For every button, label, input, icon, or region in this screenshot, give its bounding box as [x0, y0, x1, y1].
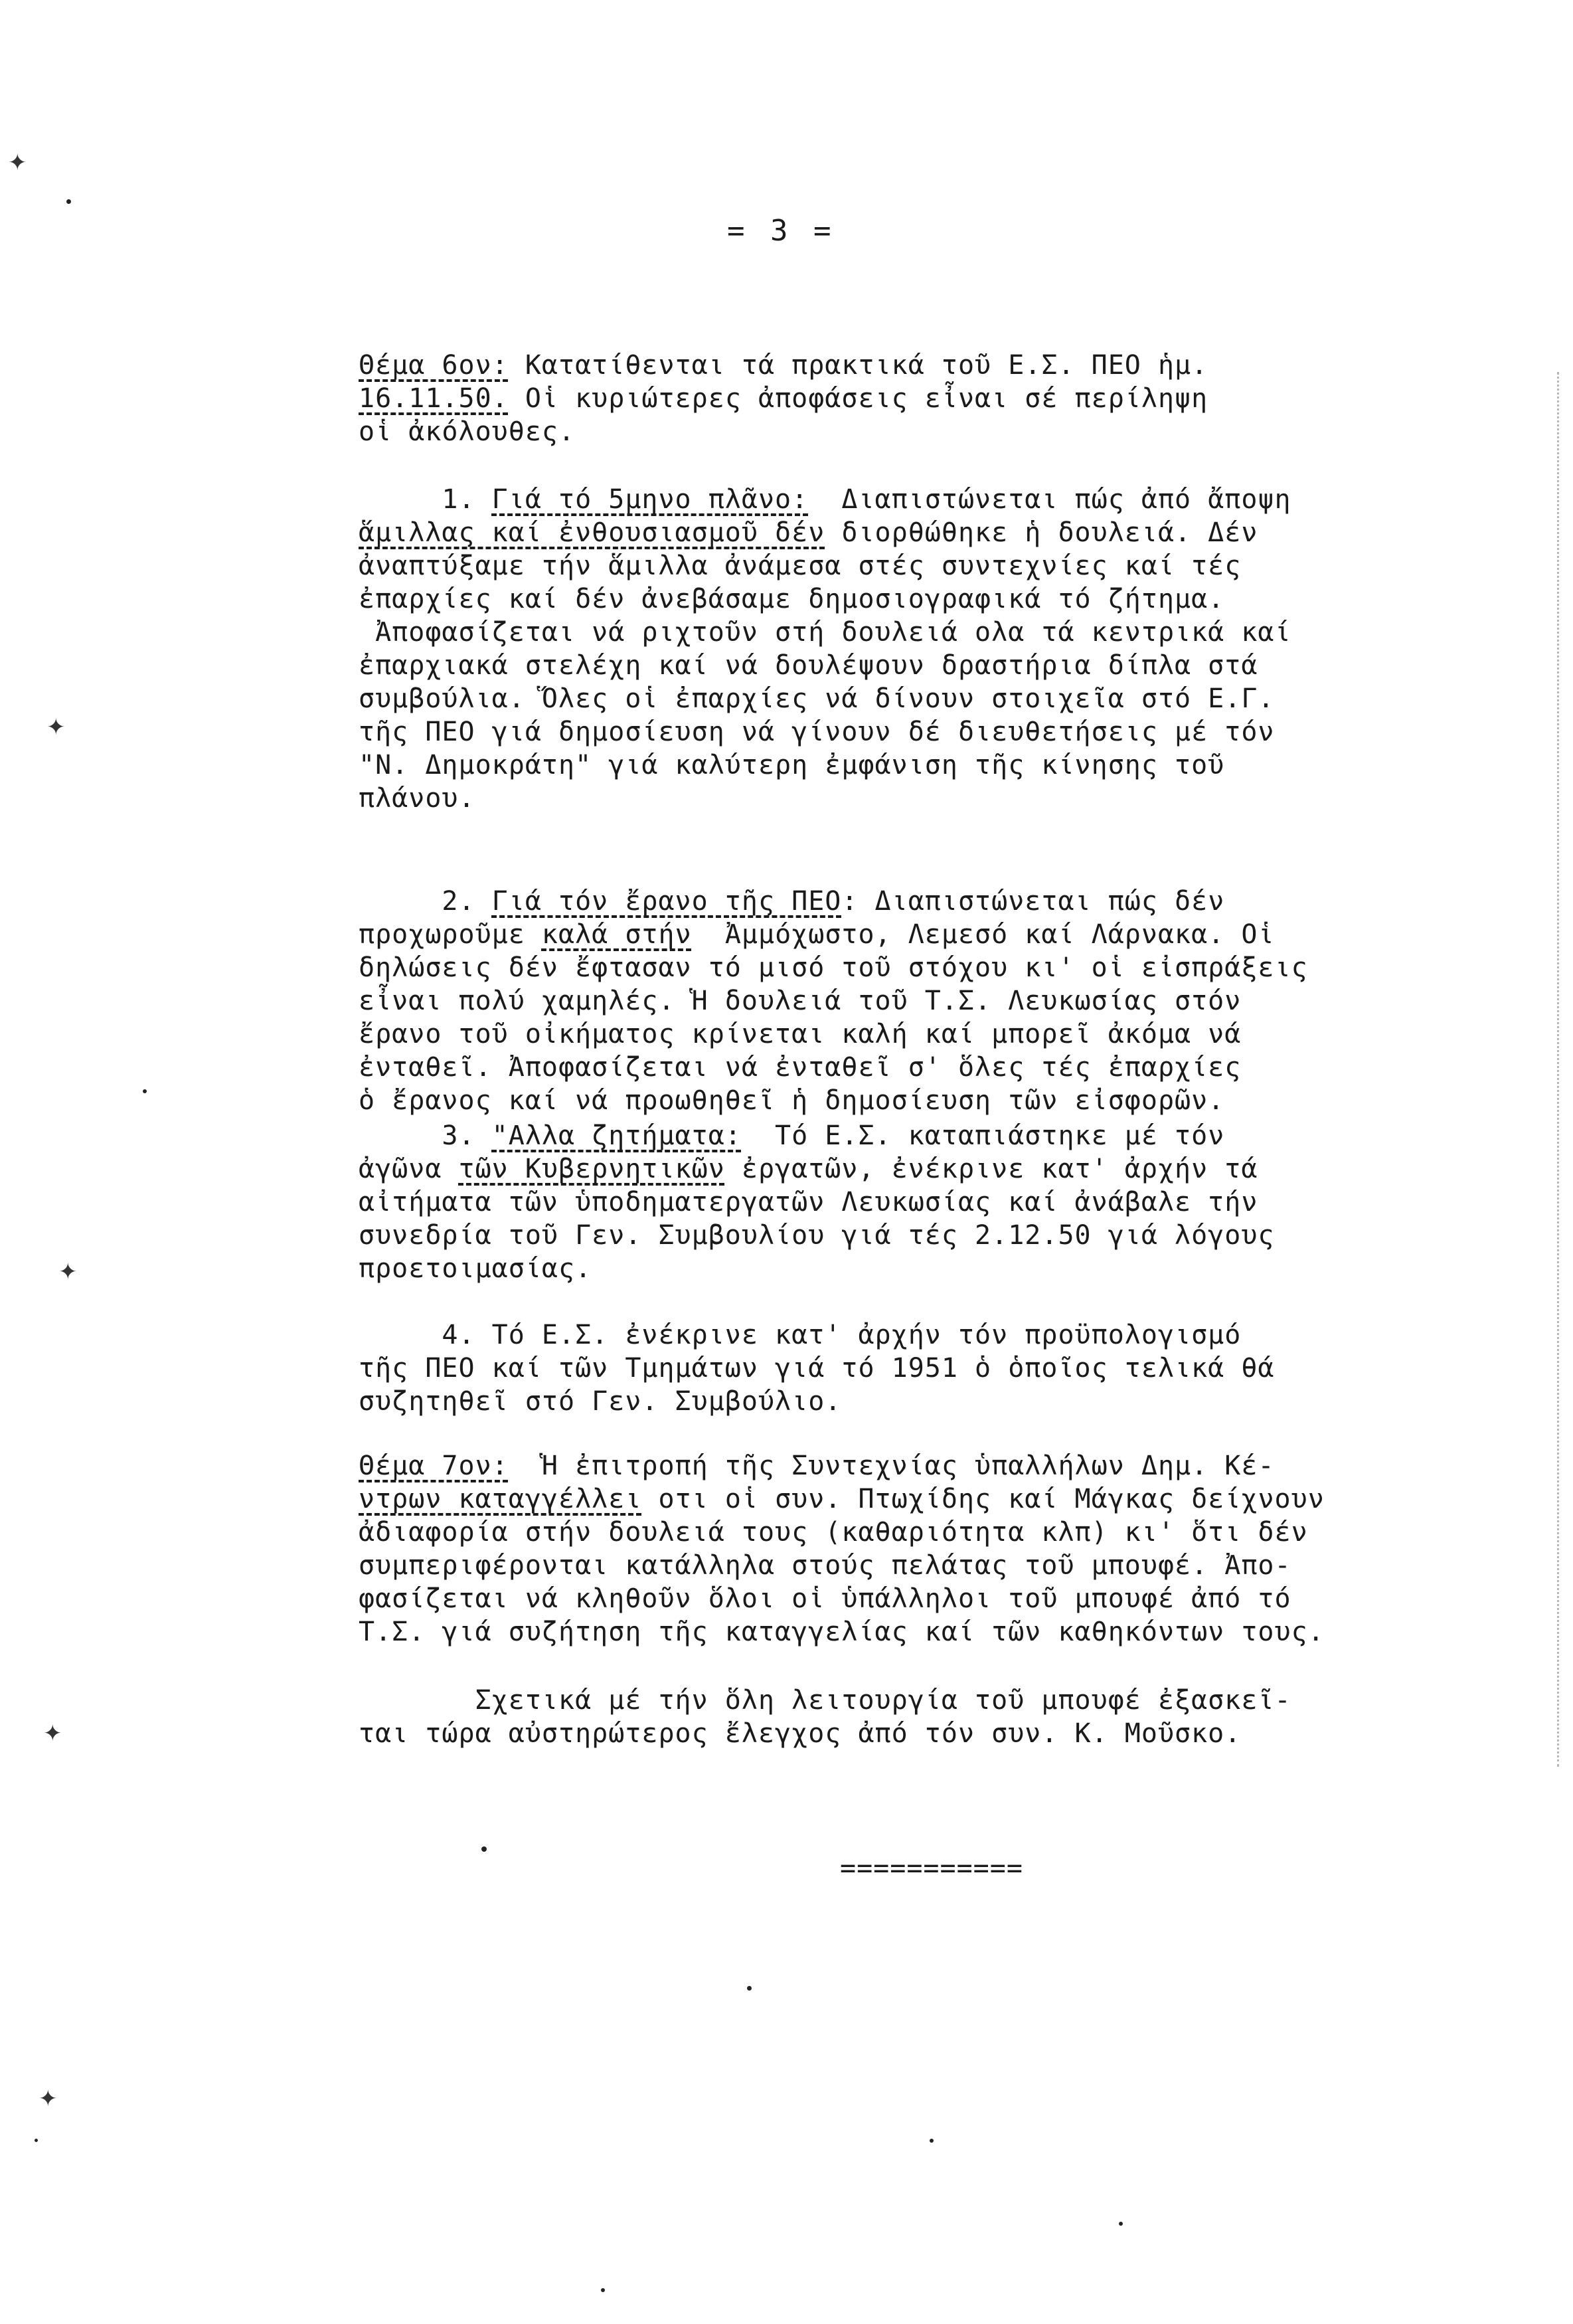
- underlined-text: Θέμα 6ον:: [359, 350, 509, 381]
- text-line: [359, 1318, 1547, 1352]
- text-line: [359, 415, 1547, 448]
- text-run: ἐνταθεῖ. Ἀποφασίζεται νά ἐνταθεῖ σ' ὅλες τές ἐπαρχίες: [359, 1052, 1242, 1083]
- text-run: ἀδιαφορία στήν δουλειά τους (καθαριότητα κλπ) κι' ὅτι δέν: [359, 1517, 1308, 1548]
- scan-mark: ✦: [39, 2086, 58, 2112]
- text-line: [359, 1684, 1547, 1717]
- text-run: Οἱ κυριώτερες ἀποφάσεις εἶναι σέ περίληψη: [508, 383, 1208, 414]
- text-run: ται τώρα αὐστηρώτερος ἔλεγχος ἀπό τόν συν. Κ. Μοῦσκο.: [359, 1718, 1242, 1749]
- text-run: Ἀποφασίζεται νά ριχτοῦν στή δουλειά ολα τά κεντρικά καί: [359, 617, 1291, 648]
- text-run: ἀγῶνα: [359, 1154, 459, 1184]
- text-run: Κατατίθενται τά πρακτικά τοῦ Ε.Σ. ΠΕΟ ἡμ.: [508, 350, 1208, 381]
- text-line: [359, 1717, 1547, 1750]
- underlined-text: Θέμα 7ον:: [359, 1451, 509, 1481]
- underlined-text: ἅμιλλας καί ἐνθουσιασμοῦ δέν: [359, 517, 825, 548]
- scan-speck: [481, 1846, 487, 1852]
- text-run: τῆς ΠΕΟ καί τῶν Τμημάτων γιά τό 1951 ὁ ὁποῖος τελικά θά: [359, 1353, 1275, 1384]
- text-line: [359, 349, 1547, 382]
- closing-paragraph: [359, 1684, 1547, 1750]
- text-run: ἐπαρχίες καί δέν ἀνεβάσαμε δημοσιογραφικά τό ζήτημα.: [359, 584, 1225, 614]
- text-run: οἱ ἀκόλουθες.: [359, 416, 576, 447]
- text-run: 3.: [359, 1120, 492, 1151]
- topic-7-paragraph: [359, 1449, 1547, 1649]
- text-run: εἶναι πολύ χαμηλές. Ἡ δουλειά τοῦ Τ.Σ. Λευκωσίας στόν: [359, 986, 1242, 1016]
- page-number: = 3 =: [727, 214, 835, 248]
- text-run: φασίζεται νά κληθοῦν ὅλοι οἱ ὑπάλληλοι τοῦ μπουφέ ἀπό τό: [359, 1583, 1291, 1614]
- text-run: 2.: [359, 886, 492, 917]
- text-line: [359, 918, 1547, 951]
- text-line: [359, 682, 1547, 715]
- text-line: [359, 1219, 1547, 1252]
- underlined-text: 16.11.50.: [359, 383, 509, 414]
- text-line: [359, 1615, 1547, 1649]
- text-line: [359, 582, 1547, 616]
- text-run: συμβούλια. Ὅλες οἱ ἐπαρχίες νά δίνουν στοιχεῖα στό Ε.Γ.: [359, 683, 1275, 714]
- underlined-text: Γιά τό 5μηνο πλᾶνο:: [491, 484, 809, 515]
- text-run: : Διαπιστώνεται πώς δέν: [841, 886, 1225, 917]
- text-run: προχωροῦμε: [359, 919, 542, 950]
- text-run: Διαπιστώνεται πώς ἀπό ἄποψη: [808, 484, 1291, 515]
- text-line: [359, 715, 1547, 749]
- scan-speck: [747, 1986, 752, 1991]
- text-run: συμπεριφέρονται κατάλληλα στούς πελάτας τοῦ μπουφέ. Ἀπο-: [359, 1550, 1291, 1581]
- scan-speck: [1119, 2222, 1123, 2226]
- text-line: [359, 984, 1547, 1018]
- text-run: ἐργατῶν, ἐνέκρινε κατ' ἀρχήν τά: [724, 1154, 1258, 1184]
- text-run: ἀναπτύξαμε τήν ἅμιλλα ἀνάμεσα στές συντεχνίες καί τές: [359, 551, 1242, 581]
- text-line: [359, 516, 1547, 549]
- text-run: Ἀμμόχωστο, Λεμεσό καί Λάρνακα. Οἱ: [691, 919, 1275, 950]
- item-3-paragraph: [359, 1119, 1547, 1285]
- text-line: [359, 1018, 1547, 1051]
- text-run: 1.: [359, 484, 492, 515]
- text-line: [359, 1186, 1547, 1219]
- text-run: "Ν. Δημοκράτη" γιά καλύτερη ἐμφάνιση τῆς κίνησης τοῦ: [359, 750, 1225, 780]
- text-line: [359, 1549, 1547, 1582]
- text-run: πλάνου.: [359, 783, 475, 814]
- text-line: [359, 1051, 1547, 1084]
- text-line: [359, 649, 1547, 682]
- text-run: προετοιμασίας.: [359, 1253, 592, 1284]
- text-line: [359, 749, 1547, 782]
- scan-mark: ✦: [58, 1259, 78, 1285]
- item-2-paragraph: [359, 885, 1547, 1117]
- text-line: [359, 483, 1547, 516]
- text-run: ἔρανο τοῦ οἰκήματος κρίνεται καλή καί μπορεῖ ἀκόμα νά: [359, 1019, 1242, 1049]
- text-run: οτι οἱ συν. Πτωχίδης καί Μάγκας δείχνουν: [641, 1484, 1325, 1514]
- text-run: ἐπαρχιακά στελέχη καί νά δουλέψουν δραστήρια δίπλα στά: [359, 650, 1258, 681]
- text-run: ὁ ἔρανος καί νά προωθηθεῖ ἡ δημοσίευση τῶν εἰσφορῶν.: [359, 1085, 1225, 1116]
- scan-mark: ✦: [8, 149, 27, 176]
- text-line: [359, 1516, 1547, 1549]
- text-line: [359, 1152, 1547, 1186]
- text-run: Ἡ ἐπιτροπή τῆς Συντεχνίας ὑπαλλήλων Δημ. Κέ-: [508, 1451, 1275, 1481]
- scan-speck: [35, 2139, 38, 2142]
- text-line: [359, 782, 1547, 815]
- scan-speck: [601, 2288, 605, 2292]
- item-4-paragraph: [359, 1318, 1547, 1418]
- text-line: [359, 1252, 1547, 1285]
- text-line: [359, 1449, 1547, 1482]
- underlined-text: καλά στήν: [541, 919, 692, 950]
- text-run: 4. Τό Ε.Σ. ἐνέκρινε κατ' ἀρχήν τόν προϋπολογισμό: [359, 1320, 1242, 1350]
- text-run: Τό Ε.Σ. καταπιάστηκε μέ τόν: [741, 1120, 1225, 1151]
- underlined-text: τῶν Κυβερνητικῶν: [458, 1154, 725, 1184]
- end-separator: ===========: [840, 1853, 1023, 1884]
- text-run: συζητηθεῖ στό Γεν. Συμβούλιο.: [359, 1386, 842, 1417]
- underlined-text: ντρων καταγγέλλει: [359, 1484, 642, 1514]
- text-line: [359, 1084, 1547, 1117]
- scan-speck: [143, 1089, 147, 1093]
- text-line: [359, 549, 1547, 582]
- scan-mark: ✦: [46, 714, 66, 741]
- text-run: αἰτήματα τῶν ὑποδηματεργατῶν Λευκωσίας καί ἀνάβαλε τήν: [359, 1187, 1258, 1217]
- text-run: δηλώσεις δέν ἔφτασαν τό μισό τοῦ στόχου κι' οἱ εἰσπράξεις: [359, 952, 1308, 983]
- text-line: [359, 1582, 1547, 1615]
- item-1-paragraph: [359, 483, 1547, 815]
- text-line: [359, 885, 1547, 918]
- text-run: τῆς ΠΕΟ γιά δημοσίευση νά γίνουν δέ διευθετήσεις μέ τόν: [359, 717, 1275, 747]
- topic-6-paragraph: [359, 349, 1547, 448]
- scan-speck: [66, 199, 71, 204]
- scan-mark: ✦: [43, 1720, 62, 1747]
- text-run: διορθώθηκε ἡ δουλειά. Δέν: [825, 517, 1258, 548]
- scan-edge-noise: [1557, 372, 1561, 1767]
- text-line: [359, 1352, 1547, 1385]
- text-line: [359, 382, 1547, 415]
- text-run: Σχετικά μέ τήν ὅλη λειτουργία τοῦ μπουφέ ἐξασκεῖ-: [359, 1685, 1291, 1716]
- underlined-text: Γιά τόν ἔρανο τῆς ΠΕΟ: [491, 886, 842, 917]
- text-line: [359, 1385, 1547, 1418]
- scan-speck: [930, 2139, 934, 2143]
- text-line: [359, 1482, 1547, 1516]
- underlined-text: "Αλλα ζητήματα:: [491, 1120, 742, 1151]
- text-line: [359, 1119, 1547, 1152]
- text-line: [359, 616, 1547, 649]
- text-line: [359, 951, 1547, 984]
- text-run: συνεδρία τοῦ Γεν. Συμβουλίου γιά τές 2.12.50 γιά λόγους: [359, 1220, 1275, 1251]
- text-run: Τ.Σ. γιά συζήτηση τῆς καταγγελίας καί τῶν καθηκόντων τους.: [359, 1617, 1325, 1647]
